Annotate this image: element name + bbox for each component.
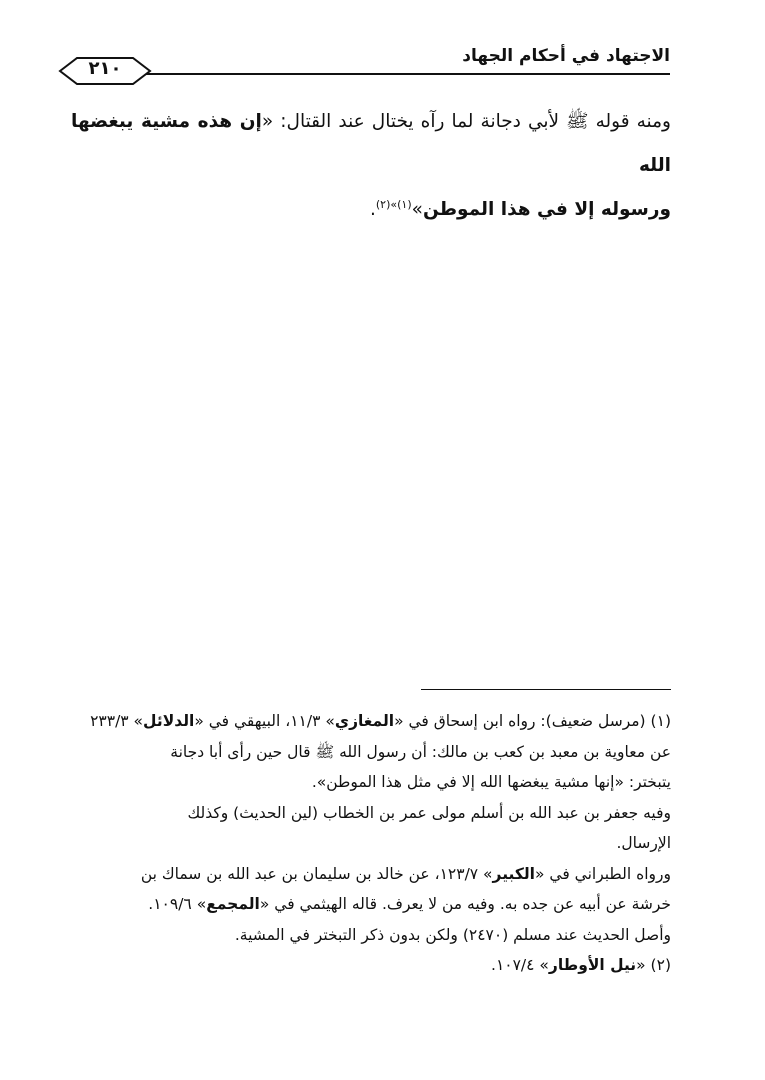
- footnote-1-line-4: وفيه جعفر بن عبد الله بن أسلم مولى عمر بن الخطاب (لين الحديث) وكذلك: [187, 803, 671, 822]
- page-number: ٢١٠: [88, 58, 122, 79]
- footnote-1-line-7: [71, 889, 671, 920]
- footnote-1-number: (١): [650, 712, 671, 730]
- footnote-2: [71, 950, 671, 981]
- footnote-1-line-6: [71, 859, 671, 890]
- page-number-badge: [58, 54, 152, 88]
- running-title: الاجتهاد في أحكام الجهاد: [462, 46, 670, 66]
- footnote-2-number: (٢): [650, 956, 671, 974]
- footnote-1-text: » ٢٣٣/٣: [90, 712, 144, 730]
- footnote-2-text: » ١٠٧/٤.: [491, 956, 549, 974]
- quote-close: »: [411, 199, 423, 220]
- hadith-quote-part-2: ورسوله إلا في هذا الموطن: [422, 199, 671, 220]
- main-line-1: [71, 100, 671, 188]
- footnote-2-text: «: [636, 956, 651, 974]
- book-title-dalail: الدلائل: [143, 712, 195, 730]
- header-rule: [146, 73, 670, 75]
- footnote-1-line-1: [71, 706, 671, 737]
- main-line-1-text: ومنه قوله ﷺ لأبي دجانة لما رآه يختال عند القتال: «: [261, 111, 671, 132]
- footnote-1-grade: (مرسل ضعيف): [545, 712, 646, 730]
- book-title-majma: المجمع: [206, 895, 260, 913]
- footnotes: [71, 706, 671, 981]
- footnote-separator: [421, 689, 671, 690]
- sentence-end: .: [369, 199, 376, 220]
- main-text: [71, 100, 671, 232]
- book-title-maghazi: المغازي: [334, 712, 395, 730]
- footnote-1-text: خرشة عن أبيه عن جده به. وفيه من لا يعرف. قاله الهيثمي في «: [259, 895, 671, 913]
- footnote-1-text: : رواه ابن إسحاق في «: [394, 712, 546, 730]
- page-header: [58, 40, 670, 84]
- footnote-refs: (١)»(٢): [375, 197, 412, 211]
- footnote-1-text: » ١١/٣، البيهقي في «: [194, 712, 335, 730]
- footnote-1-text: » ١٠٩/٦.: [148, 895, 207, 913]
- footnote-1-line-5: الإرسال.: [616, 834, 671, 852]
- footnote-1-text: » ١٢٣/٧، عن خالد بن سليمان بن عبد الله بن سماك بن: [140, 864, 493, 883]
- book-title-nayl: نيل الأوطار: [548, 956, 637, 974]
- footnote-1-line-8: وأصل الحديث عند مسلم (٢٤٧٠) ولكن بدون ذكر التبختر في المشية.: [234, 925, 671, 944]
- footnote-1-line-3: يتبختر: «إنها مشية يبغضها الله إلا في مثل هذا الموطن».: [311, 773, 671, 791]
- footnote-1-text: ورواه الطبراني في «: [535, 864, 671, 883]
- main-line-2: [71, 188, 671, 232]
- hadith-quote-part-1: إن هذه مشية يبغضها الله: [71, 111, 671, 176]
- footnote-1-line-2: عن معاوية بن معبد بن كعب بن مالك: أن رسول الله ﷺ قال حين رأى أبا دجانة: [170, 742, 671, 761]
- book-title-kabir: الكبير: [492, 864, 535, 883]
